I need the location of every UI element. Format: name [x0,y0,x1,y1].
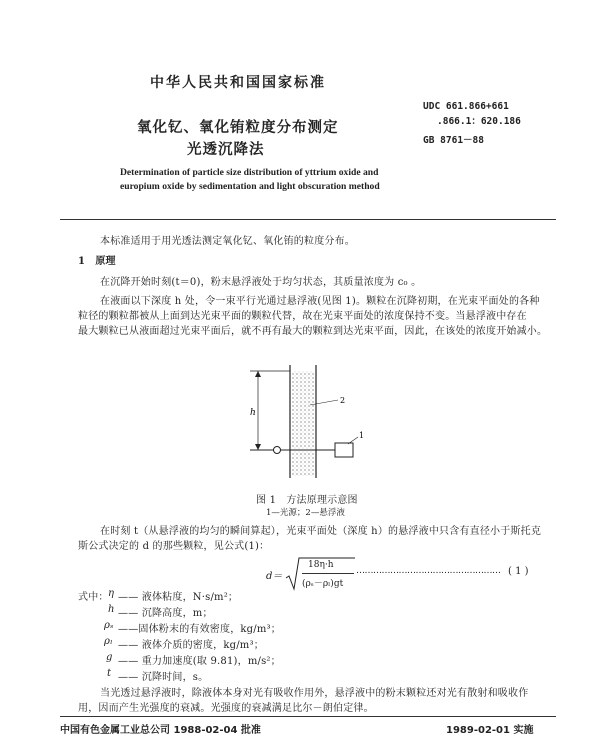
definition-text: —— 重力加速度(取 9.81)，m/s²； [118,656,281,667]
fraction-bar [302,573,354,574]
udc-line2: .866.1：620.186 [437,116,521,127]
footer-divider [60,716,556,717]
definition-symbol: ρₗ [104,636,113,647]
definition-symbol: t [107,668,112,679]
closing-paragraph-line2: 用，因而产生光强度的衰减。光强度的衰减满足比尔－朗伯定律。 [78,703,374,714]
stokes-paragraph-line2: 斯公式决定的 d 的那些颗粒，见公式(1)： [78,541,270,552]
header-divider [60,219,556,220]
depth-arrow-head-top [255,371,261,377]
formula-dot-leader: …………………………………………… [356,566,501,576]
definition-lead: 式中： [78,592,109,603]
definition-symbol: g [106,652,113,663]
label-1: 1 [359,431,365,440]
method-diagram [240,365,390,480]
document-title-line2: 光透沉降法 [187,142,265,158]
depth-label: h [250,408,256,418]
section-1-title: 1 原理 [78,256,116,267]
label-2-leader [310,400,338,405]
english-title-line2: europium oxide by sedimentation and light obscuration method [120,181,380,192]
scope-paragraph: 本标准适用于用光透法测定氧化钇、氧化铕的粒度分布。 [100,236,355,247]
approval-note: 中国有色金属工业总公司 1988-02-04 批准 [60,725,261,736]
standard-title: 中华人民共和国国家标准 [150,75,326,91]
definition-text: —— 液体介质的密度，kg/m³； [118,640,264,651]
document-title-line1: 氧化钇、氧化铕粒度分布测定 [137,120,339,136]
definition-text: —— 沉降时间，s。 [118,672,209,683]
definition-symbol: ρₛ [104,620,114,631]
formula-lhs: d＝ [266,571,283,582]
definition-symbol: η [108,588,115,599]
effective-date: 1989-02-01 实施 [446,725,534,736]
definition-symbol: h [108,604,115,615]
udc-line1: UDC 661.866+661 [423,101,509,112]
paragraph-2-line3: 最大颗粒已从液面超过光束平面后，就不再有最大的颗粒到达光束平面，因此，在该处的浓度开始减小。 [78,326,548,337]
light-source [335,443,353,457]
formula-denominator: (ρₛ－ρₗ)gt [302,579,344,589]
stokes-paragraph-line1: 在时刻 t（从悬浮液的均匀的瞬间算起），光束平面处（深度 h）的悬浮液中只含有直径小于斯托克 [100,526,542,537]
figure-caption: 图 1 方法原理示意图 [256,495,358,506]
detector [274,447,281,454]
label-2: 2 [340,396,346,405]
paragraph-2-line1: 在液面以下深度 h 处，令一束平行光通过悬浮液(见图 1)。颗粒在沉降初期，在光束平面处的各种 [100,296,540,307]
depth-arrow-head-bottom [255,444,261,450]
closing-paragraph-line1: 当光透过悬浮液时，除液体本身对光有吸收作用外，悬浮液中的粉末颗粒还对光有散射和吸收作 [100,688,529,699]
paragraph-2-line2: 粒径的颗粒都被从上面到达光束平面的颗粒代替，故在光束平面处的浓度保持不变。当悬浮液中存在 [78,311,527,322]
figure-legend: 1—光源；2—悬浮液 [266,508,345,518]
definition-text: —— 液体粘度，N·s/m²； [118,592,239,603]
definition-text: —— 沉降高度，m； [118,608,213,619]
formula-numerator: 18η·h [308,560,334,570]
suspension [292,371,314,476]
formula-number: ( 1 ) [508,566,529,577]
english-title-line1: Determination of particle size distribution of yttrium oxide and [120,167,379,178]
gb-number: GB 8761－88 [423,135,484,146]
paragraph-1: 在沉降开始时刻(t＝0)，粉末悬浮液处于均匀状态，其质量浓度为 c₀ 。 [100,277,422,288]
definition-text: ——固体粉末的有效密度，kg/m³； [118,624,281,635]
